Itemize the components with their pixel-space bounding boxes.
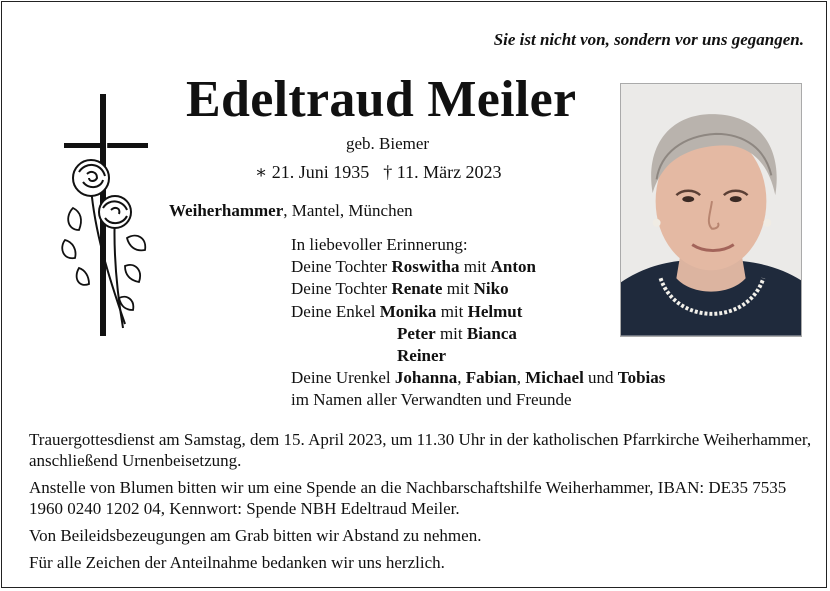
family-row xyxy=(291,256,665,278)
family-row xyxy=(291,345,665,367)
deceased-name: Edeltraud Meiler xyxy=(186,71,577,128)
separator: , xyxy=(457,368,466,388)
motto: Sie ist nicht von, sondern vor uns gegangen. xyxy=(493,30,804,49)
funeral-service-text: Trauergottesdienst am Samstag, dem 15. April 2023, um 11.30 Uhr in der katholischen Pfarrkirche Weiherhammer, anschließend Urnenbeisetzung. xyxy=(29,430,812,470)
places xyxy=(169,201,413,221)
birth-date: ∗ 21. Juni 1935 xyxy=(255,162,370,182)
donation-text: Anstelle von Blumen bitten wir um eine Spende an die Nachbarschaftshilfe Weiherhammer, IBAN: DE35 7535 1960 0240 1202 04, Kennwort: Spende NBH Edeltraud Meiler. xyxy=(29,478,787,518)
family-row xyxy=(291,301,665,323)
family-member: Tobias xyxy=(617,368,666,388)
relation: Deine Urenkel xyxy=(291,368,395,388)
family-member: Bianca xyxy=(466,323,517,343)
maiden-name: geb. Biemer xyxy=(346,134,430,153)
place-main: Weiherhammer xyxy=(169,201,284,220)
place-rest: , Mantel, München xyxy=(283,201,413,220)
conjunction: mit xyxy=(435,323,467,343)
conjunction: mit xyxy=(442,279,474,299)
service-notices xyxy=(29,429,819,579)
relation: Deine Enkel xyxy=(291,301,380,321)
family-member: Helmut xyxy=(467,301,523,321)
family-row xyxy=(291,367,665,389)
family-row xyxy=(291,278,665,300)
family-member: Johanna xyxy=(394,368,458,388)
portrait-photo xyxy=(620,83,802,337)
conjunction: mit xyxy=(459,257,491,277)
conjunction: mit xyxy=(436,301,468,321)
thanks-text: Für alle Zeichen der Anteilnahme bedanken wir uns herzlich. xyxy=(29,553,445,572)
family-member: Roswitha xyxy=(391,257,460,277)
family-member: Anton xyxy=(490,257,537,277)
conjunction: und xyxy=(583,368,618,388)
family-member: Peter xyxy=(397,323,436,343)
family-member: Renate xyxy=(391,279,443,299)
family-intro: In liebevoller Erinnerung: xyxy=(291,235,468,254)
family-closing: im Namen aller Verwandten und Freunde xyxy=(291,390,572,410)
family-member: Niko xyxy=(473,279,509,299)
condolence-text: Von Beileidsbezeugungen am Grab bitten wir Abstand zu nehmen. xyxy=(29,526,482,545)
family-row xyxy=(291,323,665,345)
separator: , xyxy=(516,368,526,388)
family-member: Monika xyxy=(379,301,437,321)
family-member: Reiner xyxy=(397,345,447,365)
life-dates xyxy=(255,162,502,183)
death-date: † 11. März 2023 xyxy=(383,162,502,182)
family-member: Fabian xyxy=(465,368,517,388)
family-member: Michael xyxy=(525,368,584,388)
family-list xyxy=(291,234,665,412)
cross-with-roses-icon xyxy=(55,92,155,342)
relation: Deine Tochter xyxy=(291,279,392,299)
relation: Deine Tochter xyxy=(291,257,392,277)
